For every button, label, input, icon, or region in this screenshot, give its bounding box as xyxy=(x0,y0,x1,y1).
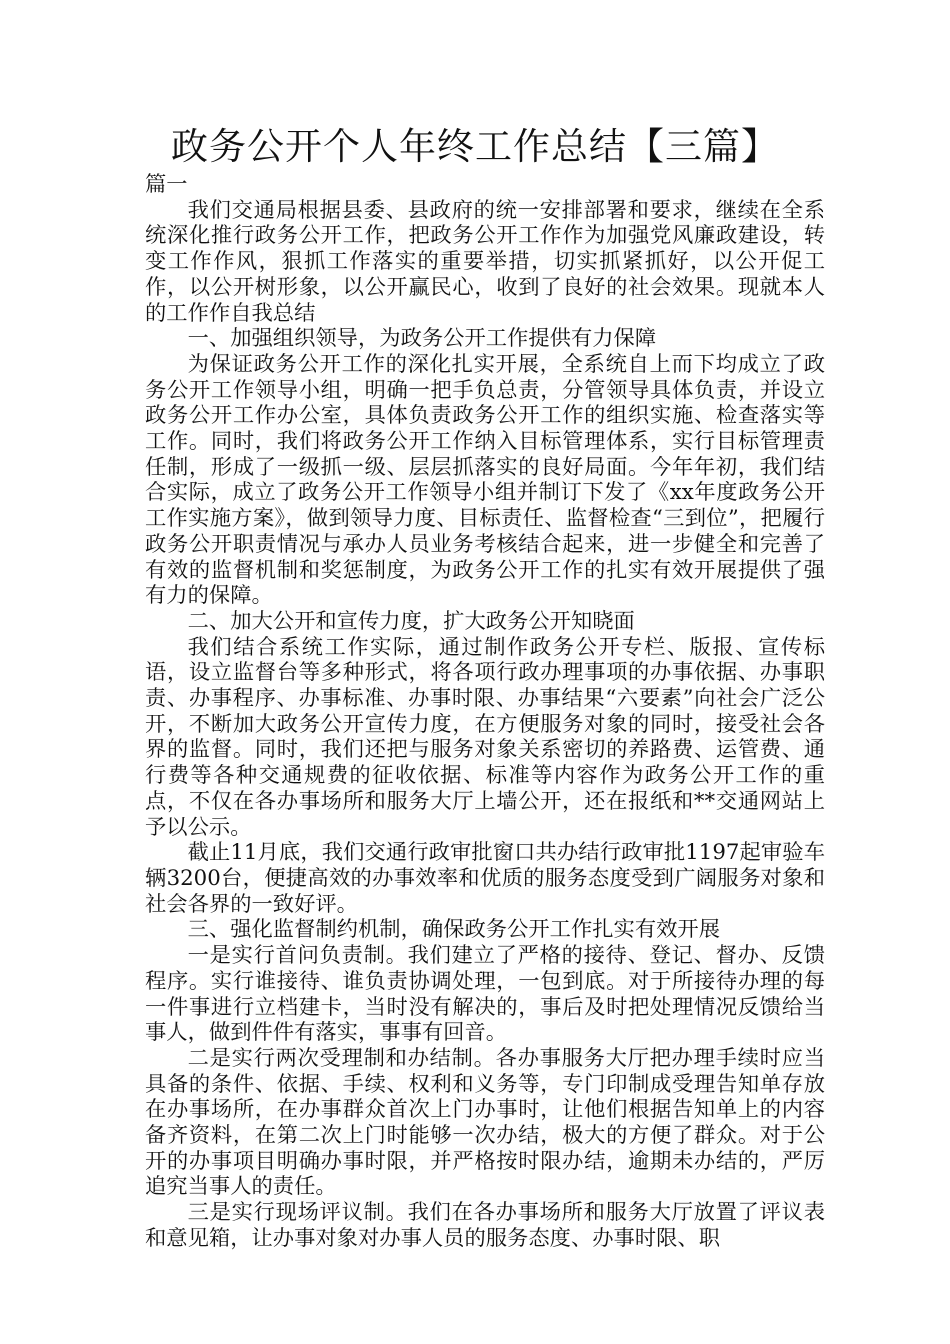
paragraph-two-acceptance: 二是实行两次受理制和办结制。各办事服务大厅把办理手续时应当具备的条件、依据、手续、权利和义务等，专门印制成受理告知单存放在办事场所，在办事群众首次上门办事时，让他们根据告知单上的内容备齐资料，在第二次上门时能够一次办结，极大的方便了群众。对于公开的办事项目明确办事时限，并严格按时限办结，逾期未办结的，严厉追究当事人的责任。 xyxy=(145,1045,825,1200)
document-title: 政务公开个人年终工作总结【三篇】 xyxy=(171,125,779,168)
paragraph-approval-stats: 截止11月底，我们交通行政审批窗口共办结行政审批1197起审验车辆3200台，便捷高效的办事效率和优质的服务态度受到广阔服务对象和社会各界的一致好评。 xyxy=(145,840,825,917)
section-label: 篇一 xyxy=(145,172,188,197)
paragraph-section-2: 我们结合系统工作实际，通过制作政务公开专栏、版报、宣传标语，设立监督台等多种形式，将各项行政办理事项的办事依据、办事职责、办事程序、办事标准、办事时限、办事结果“六要素”向社会广泛公开，不断加大政务公开宣传力度，在方便服务对象的同时，接受社会各界的监督。同时，我们还把与服务对象关系密切的养路费、运管费、通行费等各种交通规费的征收依据、标准等内容作为政务公开工作的重点，不仅在各办事场所和服务大厅上墙公开，还在报纸和**交通网站上予以公示。 xyxy=(145,634,825,840)
heading-section-1: 一、加强组织领导，为政务公开工作提供有力保障 xyxy=(187,326,657,352)
paragraph-intro: 我们交通局根据县委、县政府的统一安排部署和要求，继续在全系统深化推行政务公开工作，把政务公开工作作为加强党风廉政建设，转变工作作风，狠抓工作落实的重要举措，切实抓紧抓好，以公开促工作，以公开树形象，以公开赢民心，收到了良好的社会效果。现就本人的工作作自我总结 xyxy=(145,197,825,326)
paragraph-onsite-evaluation: 三是实行现场评议制。我们在各办事场所和服务大厅放置了评议表和意见箱，让办事对象对办事人员的服务态度、办事时限、职 xyxy=(145,1200,825,1251)
paragraph-section-1: 为保证政务公开工作的深化扎实开展，全系统自上而下均成立了政务公开工作领导小组，明确一把手负总责，分管领导具体负责，并设立政务公开工作办公室，具体负责政务公开工作的组织实施、检查落实等工作。同时，我们将政务公开工作纳入目标管理体系，实行目标管理责任制，形成了一级抓一级、层层抓落实的良好局面。今年年初，我们结合实际，成立了政务公开工作领导小组并制订下发了《xx年度政务公开工作实施方案》，做到领导力度、目标责任、监督检查“三到位”，把履行政务公开职责情况与承办人员业务考核结合起来，进一步健全和完善了有效的监督机制和奖惩制度，为政务公开工作的扎实有效开展提供了强有力的保障。 xyxy=(145,351,825,609)
heading-section-3: 三、强化监督制约机制，确保政务公开工作扎实有效开展 xyxy=(187,917,721,943)
document-body xyxy=(145,172,825,1252)
heading-section-2: 二、加大公开和宣传力度，扩大政务公开知晓面 xyxy=(187,608,635,634)
paragraph-first-responsibility: 一是实行首问负责制。我们建立了严格的接待、登记、督办、反馈程序。实行谁接待、谁负责协调处理，一包到底。对于所接待办理的每一件事进行立档建卡，当时没有解决的，事后及时把处理情况反馈给当事人，做到件件有落实，事事有回音。 xyxy=(145,943,825,1046)
